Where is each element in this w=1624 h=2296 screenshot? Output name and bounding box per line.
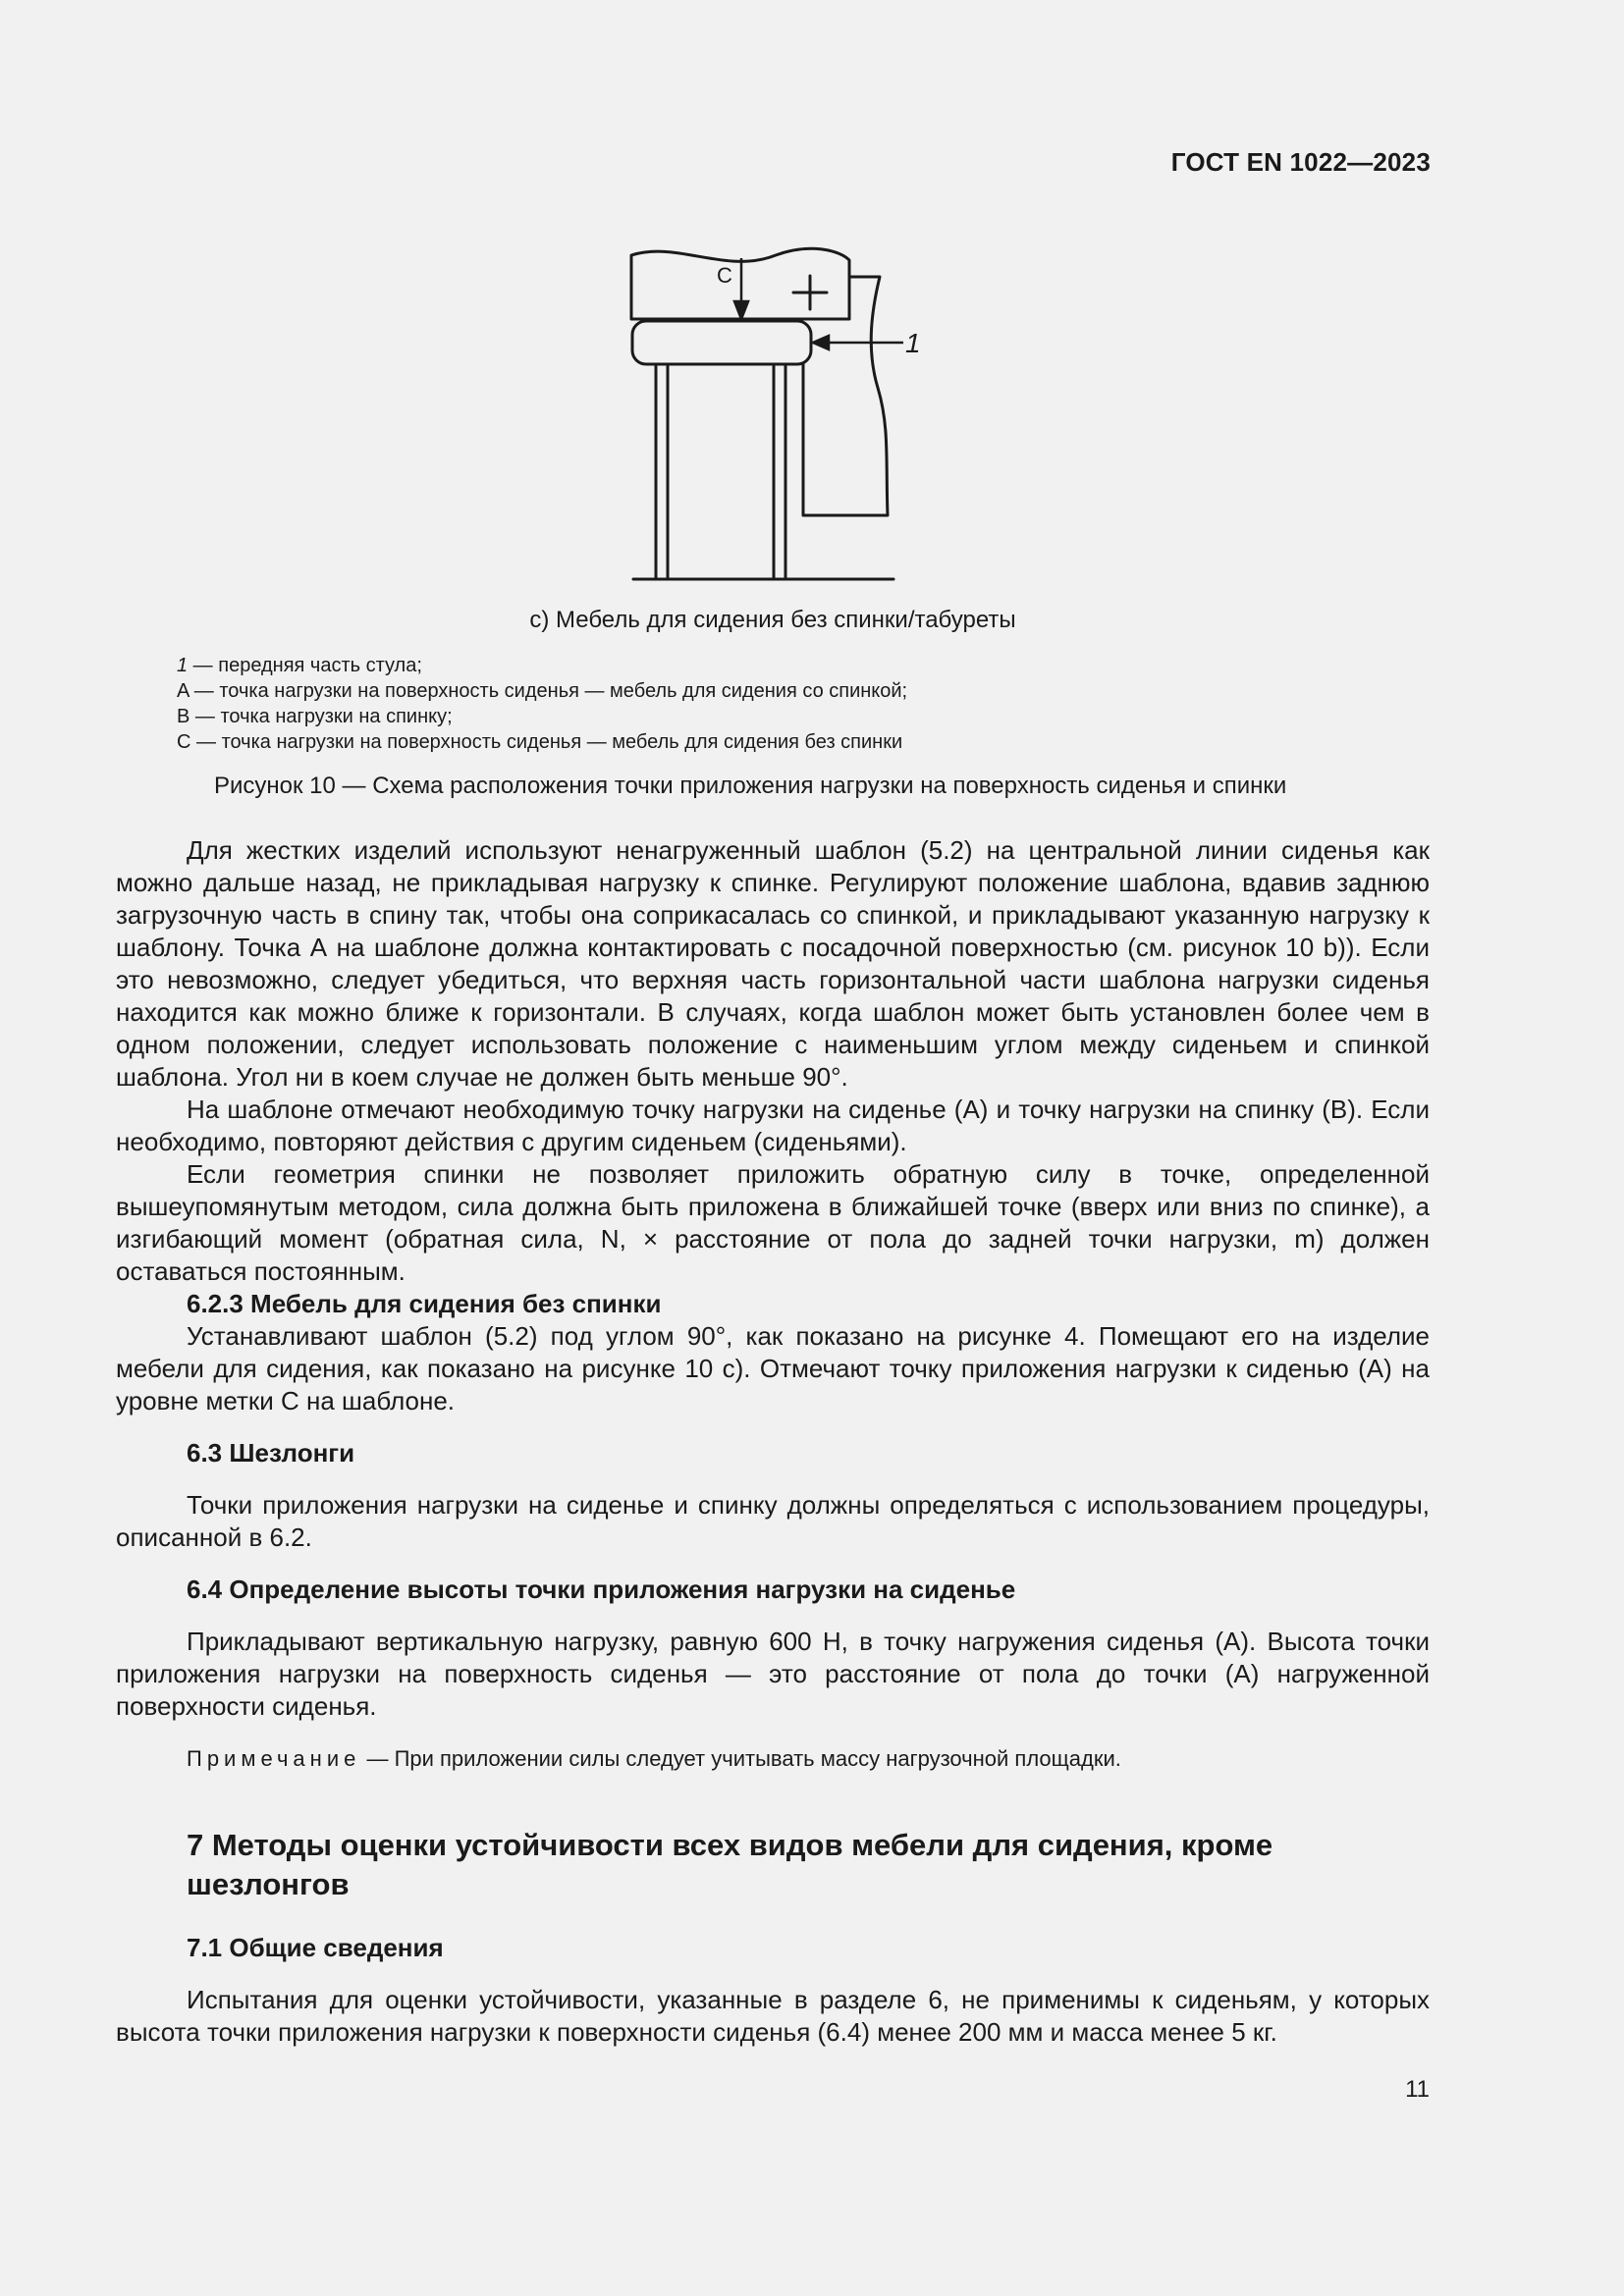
section-heading-7: 7 Методы оценки устойчивости всех видов мебели для сидения, кроме шезлонгов [187,1828,1273,1901]
body-text [116,834,1430,2049]
stool-template-diagram [609,231,933,589]
section-heading-7-1: 7.1 Общие сведения [187,1933,444,1962]
section-heading-6-3: 6.3 Шезлонги [187,1438,355,1468]
document-code: ГОСТ EN 1022—2023 [1170,147,1431,177]
figure-10c-diagram [609,231,933,589]
paragraph: Если геометрия спинки не позволяет приложить обратную силу в точке, определенной вышеупомянутым методом, сила должна быть приложена в ближайшей точке (вверх или вниз по спинке), а изгибающий момент (обратная сила, N, × расстояние от пола до задней точки нагрузки, m) должен оставаться постоянным. [116,1159,1430,1286]
template-back [803,277,888,515]
note [116,1742,1430,1775]
legend-item: 1 — передняя часть стула; [177,655,422,676]
page-number: 11 [1405,2076,1430,2103]
legend-item: C — точка нагрузки на поверхность сиденья — мебель для сидения без спинки [177,731,903,753]
note-text: — При приложении силы следует учитывать массу нагрузочной площадки. [360,1746,1121,1771]
label-1: 1 [905,328,921,358]
legend-item: A — точка нагрузки на поверхность сиденья — мебель для сидения со спинкой; [177,680,908,702]
section-heading-6-2-3: 6.2.3 Мебель для сидения без спинки [187,1289,662,1318]
paragraph: Для жестких изделий используют ненагруженный шаблон (5.2) на центральной линии сиденья как можно дальше назад, не прикладывая нагрузку к спинке. Регулируют положение шаблона, вдавив заднюю загрузочную часть в спину так, чтобы она соприкасалась со спинкой, и прикладывают указанную нагрузку к шаблону. Точка А на шаблоне должна контактировать с посадочной поверхностью (см. рисунок 10 b)). Если это невозможно, следует убедиться, что верхняя часть горизонтальной части шаблона нагрузки сиденья находится как можно ближе к горизонтали. В случаях, когда шаблон может быть установлен более чем в одном положении, следует использовать положение с наименьшим углом между сиденьем и спинкой шаблона. Угол ни в коем случае не должен быть меньше 90°. [116,835,1430,1092]
figure-legend [177,653,907,755]
paragraph: На шаблоне отмечают необходимую точку нагрузки на сиденье (А) и точку нагрузки на спинку (В). Если необходимо, повторяют действия с другим сиденьем (сиденьями). [116,1095,1430,1156]
note-label: Примечание [187,1746,361,1771]
figure-subcaption: c) Мебель для сидения без спинки/табуреты [529,607,1016,633]
paragraph: Точки приложения нагрузки на сиденье и спинку должны определяться с использованием процедуры, описанной в 6.2. [116,1490,1430,1552]
legend-item: B — точка нагрузки на спинку; [177,706,453,727]
figure-caption: Рисунок 10 — Схема расположения точки приложения нагрузки на поверхность сиденья и спинки [214,773,1287,799]
paragraph: Испытания для оценки устойчивости, указанные в разделе 6, не применимы к сиденьям, у которых высота точки приложения нагрузки к поверхности сиденья (6.4) менее 200 мм и масса менее 5 кг. [116,1985,1430,2047]
paragraph: Прикладывают вертикальную нагрузку, равную 600 Н, в точку нагружения сиденья (А). Высота точки приложения нагрузки на поверхность сиденья — это расстояние от пола до точки (А) нагруженной поверхности сиденья. [116,1627,1430,1721]
seat-cushion [632,321,811,364]
label-c: C [717,263,732,288]
paragraph: Устанавливают шаблон (5.2) под углом 90°, как показано на рисунке 4. Помещают его на изделие мебели для сидения, как показано на рисунке 10 c). Отмечают точку приложения нагрузки к сиденью (А) на уровне метки С на шаблоне. [116,1321,1430,1415]
section-heading-6-4: 6.4 Определение высоты точки приложения нагрузки на сиденье [187,1575,1016,1604]
